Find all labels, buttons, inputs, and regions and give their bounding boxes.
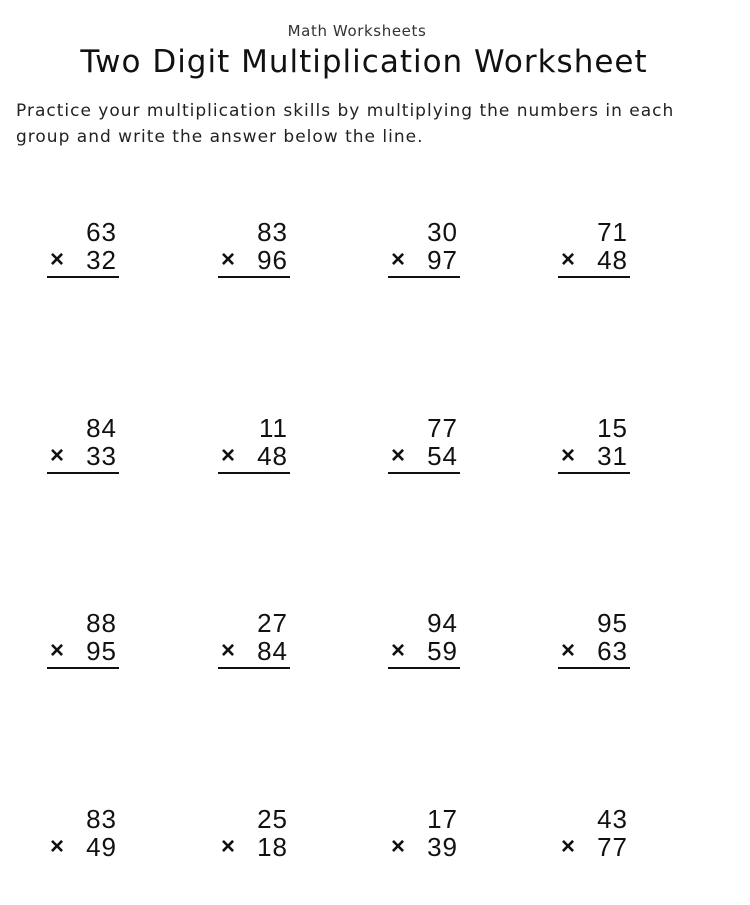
bottom-number: 63 [597, 636, 628, 666]
answer-line [388, 667, 460, 669]
problem-15 [388, 805, 460, 865]
answer-line [218, 667, 290, 669]
answer-line [47, 472, 119, 474]
times-icon: × [561, 637, 576, 664]
times-icon: × [561, 442, 576, 469]
bottom-number: 39 [427, 832, 458, 862]
answer-line [558, 667, 630, 669]
problem-6 [218, 414, 290, 474]
times-icon: × [50, 637, 65, 664]
top-number: 71 [597, 217, 628, 247]
answer-line [47, 667, 119, 669]
bottom-number: 97 [427, 245, 458, 275]
problem-3 [388, 218, 460, 278]
top-number: 43 [597, 804, 628, 834]
top-number: 27 [257, 608, 288, 638]
top-number: 63 [86, 217, 117, 247]
bottom-number: 54 [427, 441, 458, 471]
problem-13 [47, 805, 119, 865]
times-icon: × [221, 246, 236, 273]
top-number: 84 [86, 413, 117, 443]
instructions [16, 98, 716, 150]
times-icon: × [221, 637, 236, 664]
problem-8 [558, 414, 630, 474]
problem-14 [218, 805, 290, 865]
answer-line [388, 276, 460, 278]
worksheet-category: Math Worksheets [287, 22, 427, 40]
problem-9 [47, 609, 119, 669]
problem-1 [47, 218, 119, 278]
times-icon: × [391, 637, 406, 664]
answer-line [218, 472, 290, 474]
problem-10 [218, 609, 290, 669]
times-icon: × [561, 833, 576, 860]
bottom-number: 48 [597, 245, 628, 275]
bottom-number: 48 [257, 441, 288, 471]
problem-12 [558, 609, 630, 669]
bottom-number: 33 [86, 441, 117, 471]
times-icon: × [50, 246, 65, 273]
bottom-number: 84 [257, 636, 288, 666]
top-number: 77 [427, 413, 458, 443]
instructions-line-2: group and write the answer below the line. [16, 127, 424, 147]
top-number: 11 [259, 413, 288, 443]
top-number: 88 [86, 608, 117, 638]
bottom-number: 49 [86, 832, 117, 862]
bottom-number: 95 [86, 636, 117, 666]
answer-line [558, 276, 630, 278]
top-number: 30 [427, 217, 458, 247]
top-number: 15 [597, 413, 628, 443]
times-icon: × [221, 833, 236, 860]
bottom-number: 59 [427, 636, 458, 666]
top-number: 83 [86, 804, 117, 834]
worksheet-title: Two Digit Multiplication Worksheet [80, 44, 648, 80]
answer-line [388, 472, 460, 474]
problem-2 [218, 218, 290, 278]
top-number: 17 [427, 804, 458, 834]
times-icon: × [50, 442, 65, 469]
problem-5 [47, 414, 119, 474]
answer-line [558, 472, 630, 474]
instructions-line-1: Practice your multiplication skills by multiplying the numbers in each [16, 101, 675, 121]
problem-4 [558, 218, 630, 278]
problem-7 [388, 414, 460, 474]
times-icon: × [391, 833, 406, 860]
top-number: 83 [257, 217, 288, 247]
top-number: 95 [597, 608, 628, 638]
bottom-number: 96 [257, 245, 288, 275]
answer-line [218, 276, 290, 278]
bottom-number: 31 [597, 441, 628, 471]
top-number: 25 [257, 804, 288, 834]
times-icon: × [391, 442, 406, 469]
top-number: 94 [427, 608, 458, 638]
times-icon: × [221, 442, 236, 469]
times-icon: × [50, 833, 65, 860]
bottom-number: 77 [597, 832, 628, 862]
problem-11 [388, 609, 460, 669]
problem-16 [558, 805, 630, 865]
answer-line [47, 276, 119, 278]
bottom-number: 18 [257, 832, 288, 862]
times-icon: × [391, 246, 406, 273]
bottom-number: 32 [86, 245, 117, 275]
times-icon: × [561, 246, 576, 273]
